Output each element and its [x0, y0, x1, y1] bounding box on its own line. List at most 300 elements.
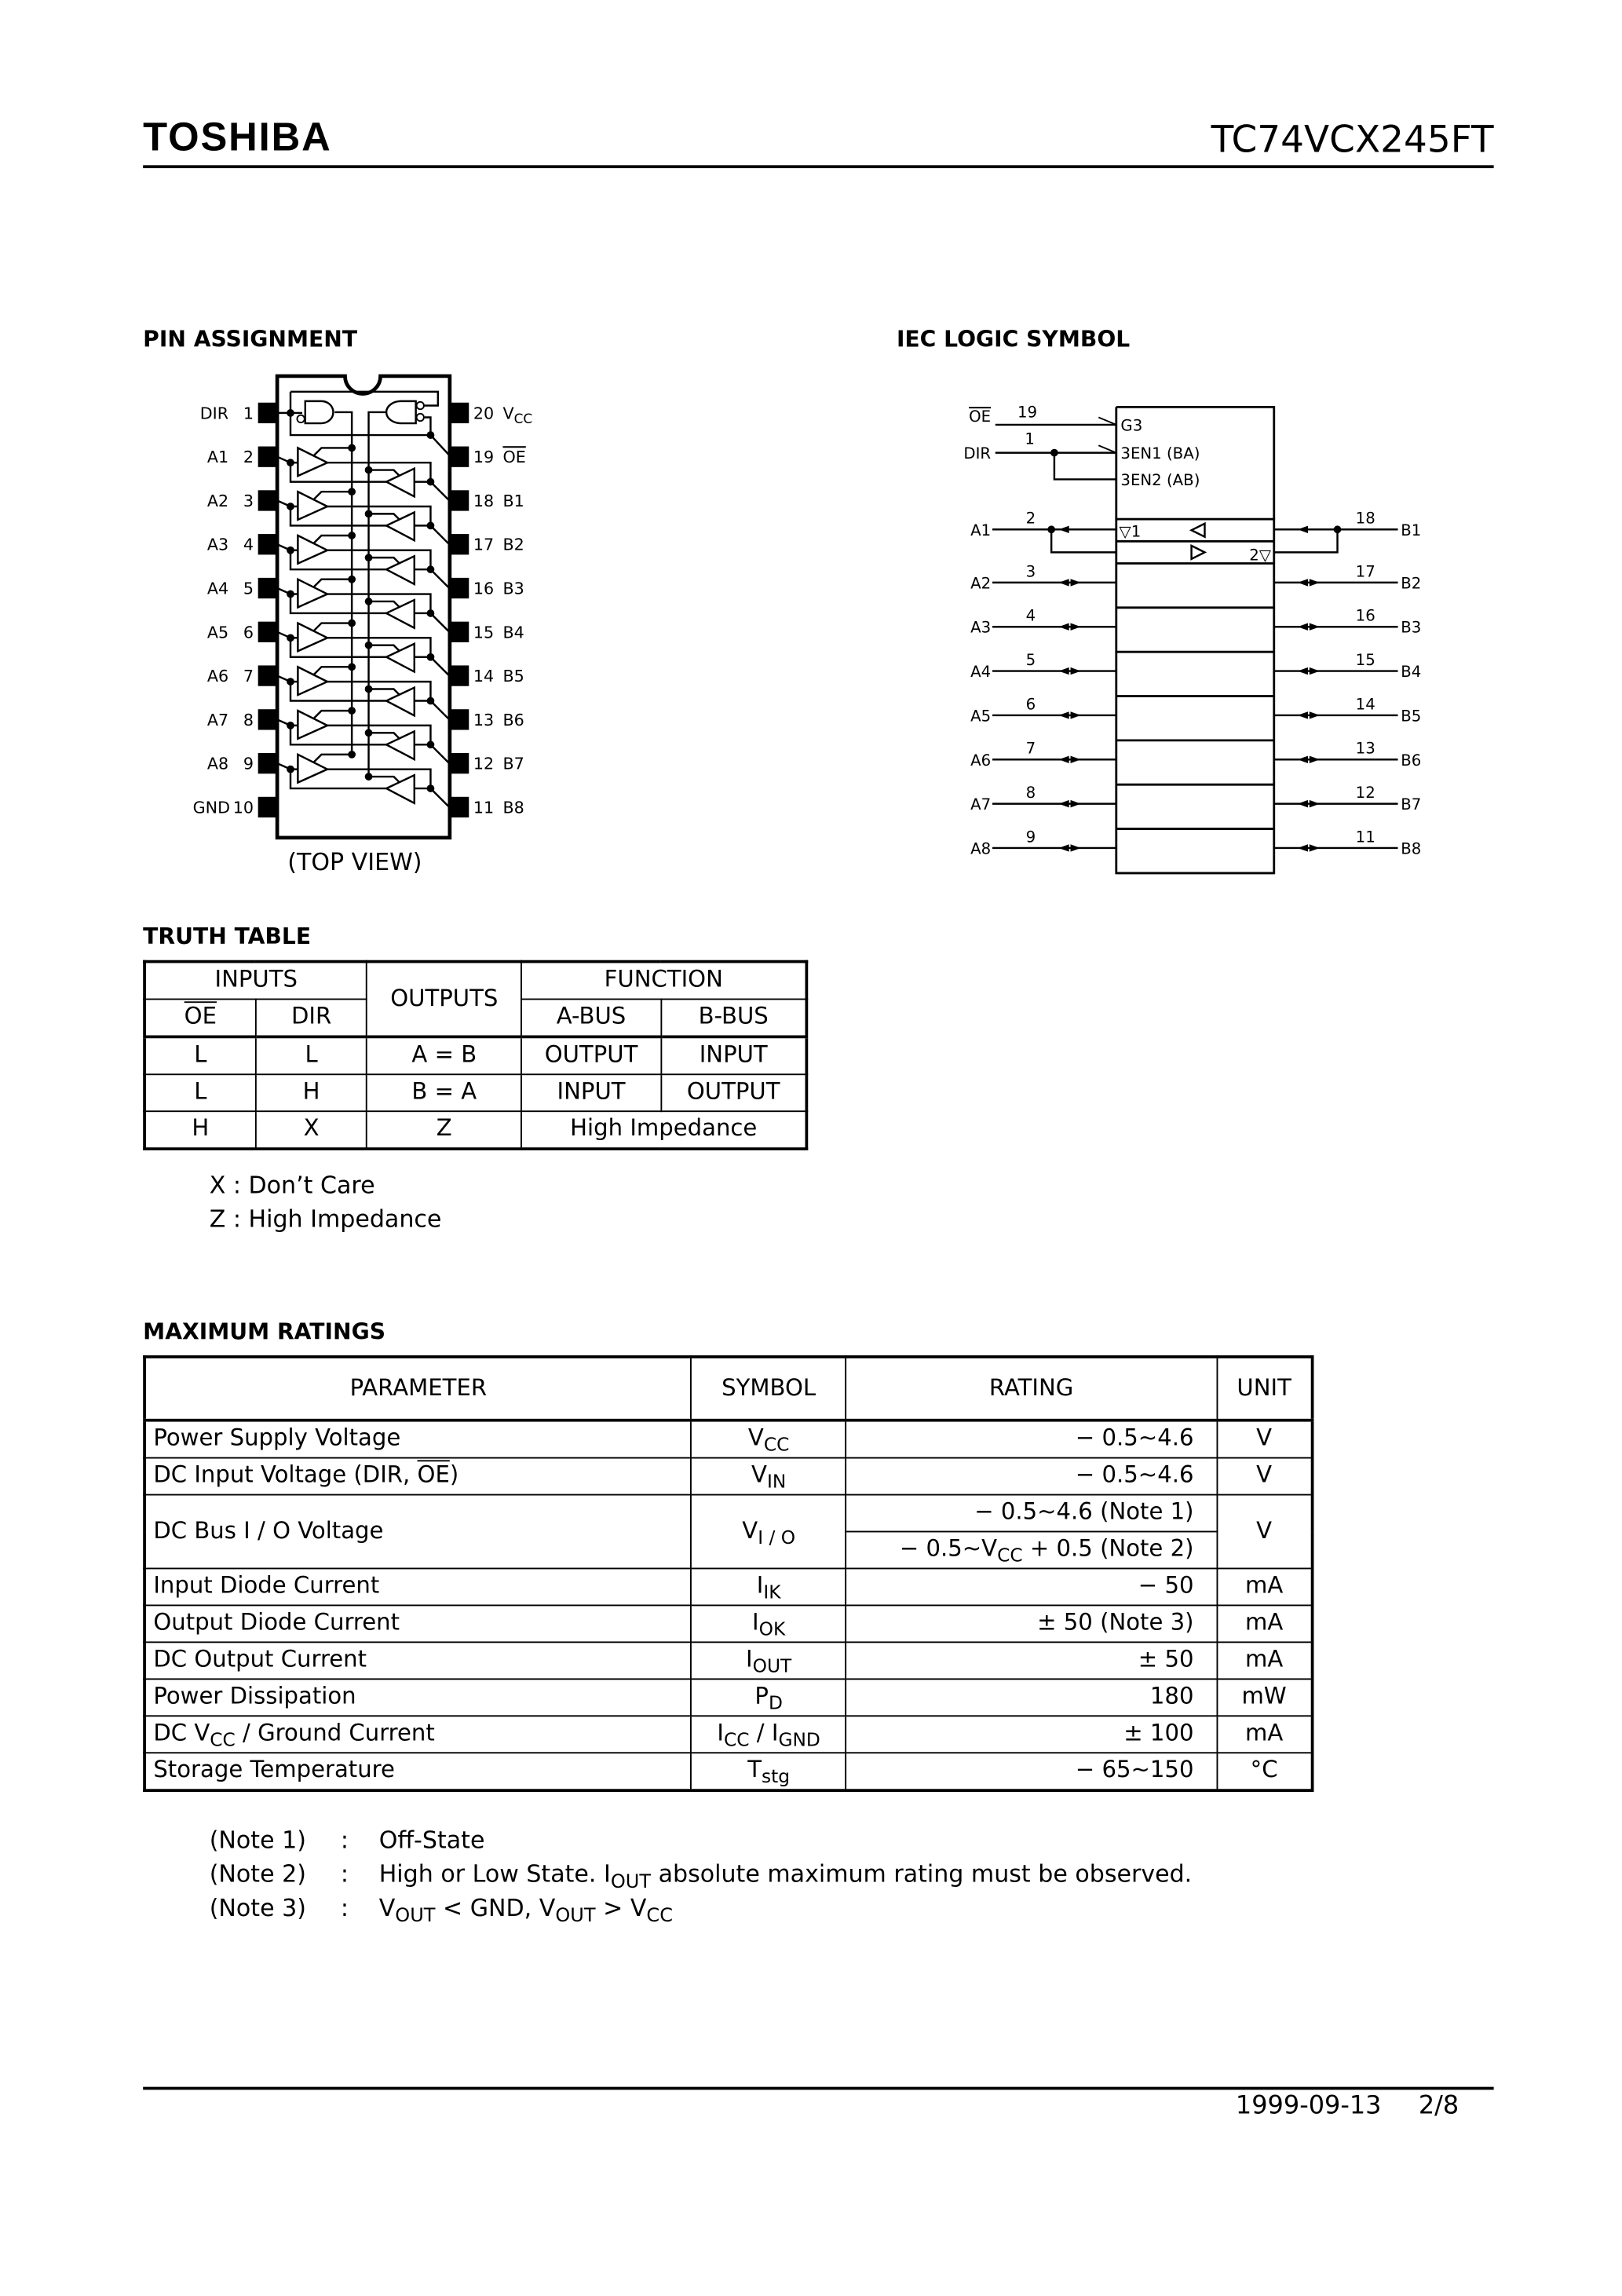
symbol-sub: GND	[778, 1728, 820, 1751]
truth-table-note-z: Z : High Impedance	[209, 1205, 442, 1234]
symbol-main: I	[756, 1572, 764, 1600]
pin-3	[258, 490, 277, 510]
en1-label: 3EN1 (BA)	[1120, 444, 1200, 463]
pin-number: 19	[1017, 403, 1038, 422]
cell: A = B	[367, 1036, 521, 1074]
pin-name: OE	[502, 448, 526, 467]
pin-number: 5	[1025, 651, 1036, 670]
buffer-b-to-a-icon	[386, 775, 415, 803]
gate-icon	[386, 401, 416, 423]
note-sep: :	[340, 1893, 349, 1922]
symbol-main: V	[751, 1461, 767, 1489]
arrow-right-icon	[1310, 667, 1320, 675]
table-row	[144, 1420, 1313, 1458]
buffer-b-to-a-icon	[386, 688, 415, 716]
pin-18	[450, 490, 469, 510]
b-pin-label: B1	[1401, 521, 1422, 539]
cell: L	[144, 1074, 256, 1111]
rating: − 50	[846, 1568, 1217, 1605]
pin-number: 15	[473, 623, 495, 642]
pin-number: 5	[243, 579, 254, 598]
parameter-text: DC V	[153, 1720, 210, 1747]
a-pin-label: A3	[970, 618, 992, 637]
pin-5	[258, 578, 277, 598]
arrow-left-icon	[1298, 800, 1308, 807]
wire	[1051, 529, 1116, 552]
arrow-right-icon	[1310, 623, 1320, 631]
header-b-bus: B-BUS	[661, 999, 806, 1036]
toshiba-logo: TOSHIBA	[143, 115, 332, 159]
pin-name: B3	[502, 579, 524, 598]
wire	[314, 536, 352, 543]
pin-11	[450, 797, 469, 817]
iec-logic-symbol-title: IEC LOGIC SYMBOL	[896, 326, 1131, 353]
maximum-ratings-table	[143, 1355, 1313, 1792]
table-row	[144, 1605, 1313, 1642]
note-sub: OUT	[555, 1905, 596, 1928]
rating-text: − 0.5~V	[899, 1535, 998, 1563]
header-parameter: PARAMETER	[144, 1357, 692, 1420]
note-text: Off-State	[378, 1826, 485, 1854]
arrow-left-icon	[1298, 756, 1308, 763]
output-arrow-left-icon	[1192, 524, 1205, 537]
b-pin-label: B3	[1401, 618, 1422, 637]
symbol	[692, 1420, 846, 1458]
unit: mA	[1217, 1568, 1313, 1605]
pin-number: 6	[1025, 695, 1036, 714]
buffer-a-to-b-icon	[298, 711, 327, 739]
pin-number: 4	[243, 535, 254, 554]
pin-15	[450, 622, 469, 642]
pin-name: B2	[502, 535, 524, 554]
parameter-overline: $\overline{OE}$	[417, 1461, 450, 1489]
symbol-main: V	[747, 1424, 764, 1452]
note-text-part: > V	[595, 1893, 647, 1922]
ratings-header-row	[144, 1357, 1313, 1420]
symbol-sub: CC	[724, 1728, 750, 1751]
pin-number: 16	[1355, 606, 1375, 625]
buffer-b-to-a-icon	[386, 600, 415, 628]
note-sep: :	[340, 1826, 349, 1854]
cell2-label: 2▽	[1249, 546, 1272, 565]
buffer-a-to-b-icon	[298, 579, 327, 608]
a-pin-label: A6	[970, 751, 992, 770]
pin-number: 4	[1025, 606, 1036, 625]
pin-20	[450, 403, 469, 423]
pin-number: 8	[1025, 784, 1036, 803]
header-inputs: INPUTS	[144, 962, 367, 1000]
note-text-part: V	[378, 1893, 396, 1922]
truth-table	[143, 960, 808, 1150]
inverter-bubble	[417, 402, 424, 409]
junction-dot	[427, 522, 435, 530]
cell: Z	[367, 1111, 521, 1149]
arrow-left-icon	[1298, 623, 1308, 631]
parameter: Power Dissipation	[144, 1679, 692, 1716]
wire	[314, 667, 352, 674]
pin-number: 3	[243, 491, 254, 510]
pin-number: 12	[1355, 784, 1375, 803]
header-dir: DIR	[256, 999, 367, 1036]
note-text	[378, 1893, 673, 1928]
arrow-left-icon	[1059, 800, 1069, 807]
pin-number: 7	[243, 667, 254, 686]
junction-dot	[365, 773, 373, 781]
arrow-left-icon	[1059, 844, 1069, 851]
junction-dot	[365, 554, 373, 561]
buffer-a-to-b-icon	[298, 492, 327, 520]
wire	[314, 448, 352, 455]
pin-number: 1	[243, 404, 254, 423]
wire	[369, 689, 400, 695]
unit: V	[1217, 1420, 1313, 1458]
rating-text: + 0.5 (Note 2)	[1022, 1535, 1194, 1563]
pin-1	[258, 403, 277, 423]
arrow-left-icon	[1059, 579, 1069, 586]
pin-number: 3	[1025, 562, 1036, 581]
unit: mA	[1217, 1605, 1313, 1642]
junction-dot	[365, 598, 373, 605]
symbol	[692, 1458, 846, 1495]
pin-number: 2	[243, 448, 254, 467]
table-row	[144, 1716, 1313, 1753]
header-symbol: SYMBOL	[692, 1357, 846, 1420]
a-pin-label: A2	[970, 574, 992, 593]
cell: X	[256, 1111, 367, 1149]
junction-dot	[427, 565, 435, 573]
g3-label: G3	[1120, 416, 1143, 435]
symbol-main: I	[717, 1720, 725, 1747]
b-pin-label: B4	[1401, 663, 1422, 682]
pin-name: A6	[206, 667, 229, 686]
wire	[425, 418, 431, 436]
inverter-bubble	[417, 414, 424, 421]
arrow-right-icon	[1310, 711, 1320, 718]
symbol-sub: I / O	[758, 1525, 796, 1548]
pin-number: 15	[1355, 651, 1375, 670]
a-pin-label: A7	[970, 795, 992, 814]
arrow-right-icon	[1310, 844, 1320, 851]
buffer-a-to-b-icon	[298, 667, 327, 695]
pin-number: 2	[1025, 509, 1036, 528]
wire	[314, 492, 352, 499]
pin-19	[450, 447, 469, 467]
unit: mW	[1217, 1679, 1313, 1716]
arrow-left-icon	[1298, 711, 1308, 718]
note-sub: OUT	[395, 1905, 436, 1928]
arrow-left-icon	[1059, 756, 1069, 763]
parameter-sub: CC	[210, 1728, 236, 1751]
b-pin-label: B6	[1401, 751, 1422, 770]
arrow-right-icon	[1071, 667, 1081, 675]
rating: − 0.5~4.6	[846, 1420, 1217, 1458]
symbol-main: T	[747, 1757, 762, 1784]
note-label: (Note 3)	[209, 1893, 306, 1922]
pin-name: B6	[502, 710, 524, 729]
arrow-left-icon	[1059, 711, 1069, 718]
cell: H	[256, 1074, 367, 1111]
cell: OUTPUT	[521, 1036, 661, 1074]
pin-number: 13	[473, 710, 495, 729]
footer-divider	[143, 2087, 1493, 2089]
symbol	[692, 1679, 846, 1716]
arrow-left-icon	[1059, 526, 1069, 533]
arrow-right-icon	[1071, 756, 1081, 763]
pin-name: B8	[502, 798, 524, 817]
pin-number: 8	[243, 710, 254, 729]
note-sub: CC	[646, 1905, 673, 1928]
unit: V	[1217, 1495, 1313, 1569]
header-unit: UNIT	[1217, 1357, 1313, 1420]
symbol-sub: IK	[763, 1581, 781, 1603]
junction-dot	[365, 729, 373, 737]
buffer-b-to-a-icon	[386, 469, 415, 497]
maximum-ratings-title: MAXIMUM RATINGS	[143, 1318, 386, 1345]
symbol	[692, 1642, 846, 1679]
part-number: TC74VCX245FT	[1211, 118, 1494, 161]
symbol	[692, 1716, 846, 1753]
cell: INPUT	[521, 1074, 661, 1111]
pin-name: B7	[502, 754, 524, 773]
arrow-left-icon	[1059, 623, 1069, 631]
rating: ± 50	[846, 1642, 1217, 1679]
junction-dot	[348, 488, 356, 495]
junction-dot	[365, 510, 373, 517]
pin-4	[258, 534, 277, 554]
wire	[369, 733, 400, 739]
oe-label: OE	[969, 408, 992, 426]
arrow-left-icon	[1298, 844, 1308, 851]
b-pin-label: B8	[1401, 839, 1422, 858]
parameter: Output Diode Current	[144, 1605, 692, 1642]
note-label: (Note 2)	[209, 1859, 306, 1888]
junction-dot	[427, 478, 435, 486]
arrow-right-icon	[1310, 579, 1320, 586]
cell: High Impedance	[521, 1111, 806, 1149]
parameter-text: / Ground Current	[235, 1720, 435, 1747]
junction-dot	[348, 663, 356, 671]
pin-name: B1	[502, 491, 524, 510]
symbol-main: / I	[749, 1720, 779, 1747]
symbol	[692, 1495, 846, 1569]
unit: mA	[1217, 1642, 1313, 1679]
rating: − 0.5~4.6	[846, 1458, 1217, 1495]
junction-dot	[427, 653, 435, 661]
pin-assignment-title: PIN ASSIGNMENT	[143, 326, 358, 353]
a-pin-label: A5	[970, 707, 992, 726]
buffer-a-to-b-icon	[298, 536, 327, 564]
and-gate-icon	[305, 401, 334, 423]
pin-number: 19	[473, 448, 495, 467]
pin-name: A8	[206, 754, 229, 773]
pin-number: 20	[473, 404, 495, 423]
junction-dot	[427, 697, 435, 705]
arrow-right-icon	[1310, 800, 1320, 807]
table-row	[144, 1642, 1313, 1679]
pin-number: 18	[473, 491, 495, 510]
pin-number: 17	[1355, 562, 1375, 581]
symbol	[692, 1605, 846, 1642]
arrow-right-icon	[1310, 756, 1320, 763]
buffer-a-to-b-icon	[298, 755, 327, 783]
symbol	[692, 1753, 846, 1790]
cell: L	[144, 1036, 256, 1074]
junction-dot	[348, 576, 356, 583]
note-text-part: High or Low State. I	[378, 1859, 611, 1888]
dynamic-indicator-icon	[1098, 418, 1116, 425]
junction-dot	[365, 466, 373, 474]
table-row	[144, 1458, 1313, 1495]
symbol-main: I	[752, 1609, 759, 1636]
buffer-b-to-a-icon	[386, 512, 415, 540]
symbol	[692, 1568, 846, 1605]
rating: ± 100	[846, 1716, 1217, 1753]
arrow-left-icon	[1298, 526, 1308, 533]
rating: ± 50 (Note 3)	[846, 1605, 1217, 1642]
pin-number: 1	[1025, 430, 1035, 448]
pin-number: 18	[1355, 509, 1375, 528]
junction-dot	[365, 686, 373, 693]
buffer-b-to-a-icon	[386, 731, 415, 759]
pin-name: A7	[206, 710, 229, 729]
table-row	[144, 1753, 1313, 1790]
pin-12	[450, 753, 469, 773]
pin-name: A5	[206, 623, 229, 642]
pin-name: A2	[206, 491, 229, 510]
unit: °C	[1217, 1753, 1313, 1790]
pin-name: DIR	[199, 404, 229, 423]
symbol-sub: CC	[763, 1433, 790, 1456]
pin-name: GND	[192, 798, 230, 817]
pin-name: A1	[206, 448, 229, 467]
note-label: (Note 1)	[209, 1826, 306, 1854]
junction-dot	[348, 707, 356, 715]
a-pin-label: A4	[970, 663, 992, 682]
parameter	[144, 1716, 692, 1753]
truth-table-title: TRUTH TABLE	[143, 923, 312, 950]
table-row	[144, 1036, 806, 1074]
buffer-b-to-a-icon	[386, 644, 415, 672]
pin-number: 17	[473, 535, 495, 554]
rating-sub: CC	[997, 1544, 1023, 1567]
pin-6	[258, 622, 277, 642]
header-outputs: OUTPUTS	[367, 962, 521, 1037]
cell: B = A	[367, 1074, 521, 1111]
buffer-a-to-b-icon	[298, 623, 327, 652]
symbol-sub: OK	[758, 1618, 786, 1640]
junction-dot	[427, 740, 435, 748]
pin-number: 6	[243, 623, 254, 642]
wire	[314, 579, 352, 587]
wire	[314, 755, 352, 762]
symbol-sub: stg	[762, 1765, 791, 1788]
note-sep: :	[340, 1859, 349, 1888]
rating: 180	[846, 1679, 1217, 1716]
parameter: Power Supply Voltage	[144, 1420, 692, 1458]
buffer-b-to-a-icon	[386, 556, 415, 584]
note-sub: OUT	[610, 1871, 652, 1894]
header-oe: $\overline{OE}$	[144, 999, 256, 1036]
b-pin-label: B5	[1401, 707, 1422, 726]
cell: H	[144, 1111, 256, 1149]
arrow-right-icon	[1071, 800, 1081, 807]
parameter: DC Output Current	[144, 1642, 692, 1679]
rating	[846, 1532, 1217, 1569]
buffer-a-to-b-icon	[298, 448, 327, 476]
pin-10	[258, 797, 277, 817]
parameter: DC Bus I / O Voltage	[144, 1495, 692, 1569]
pin-number: 11	[1355, 828, 1375, 846]
dir-label: DIR	[963, 444, 992, 463]
wire	[369, 558, 400, 564]
pin-number: 16	[473, 579, 495, 598]
pin-9	[258, 753, 277, 773]
note-text-part: < GND, V	[435, 1893, 556, 1922]
dynamic-indicator-icon	[1098, 445, 1116, 452]
junction-dot	[348, 444, 356, 452]
unit: mA	[1217, 1716, 1313, 1753]
b-pin-label: B2	[1401, 574, 1422, 593]
note-text	[378, 1859, 1193, 1894]
arrow-right-icon	[1071, 579, 1081, 586]
parameter	[144, 1458, 692, 1495]
footer-page: 2/8	[1418, 2091, 1459, 2121]
junction-dot	[348, 751, 356, 759]
pin-number: 14	[1355, 695, 1375, 714]
cell: L	[256, 1036, 367, 1074]
header-function: FUNCTION	[521, 962, 806, 1000]
pin-name: A4	[206, 579, 229, 598]
pin-number: 7	[1025, 739, 1036, 758]
junction-dot	[348, 532, 356, 539]
symbol-sub: OUT	[752, 1654, 792, 1677]
en2-label: 3EN2 (AB)	[1120, 470, 1200, 489]
table-row	[144, 1679, 1313, 1716]
output-arrow-right-icon	[1192, 546, 1205, 559]
symbol-sub: IN	[766, 1470, 787, 1493]
arrow-left-icon	[1298, 667, 1308, 675]
arrow-right-icon	[1071, 844, 1081, 851]
header-a-bus: A-BUS	[521, 999, 661, 1036]
top-view-caption: (TOP VIEW)	[287, 847, 422, 876]
wire	[314, 711, 352, 718]
pin-13	[450, 709, 469, 729]
pin-name: $V_{CC}$	[502, 404, 533, 427]
junction-dot	[427, 609, 435, 617]
note-text-part: absolute maximum rating must be observed.	[651, 1859, 1193, 1888]
pin-2	[258, 447, 277, 467]
pin-16	[450, 578, 469, 598]
a-pin-label: A1	[970, 521, 992, 539]
parameter: Input Diode Current	[144, 1568, 692, 1605]
symbol-main: I	[746, 1646, 753, 1673]
wire	[1274, 529, 1338, 552]
wire	[314, 623, 352, 631]
wire	[369, 777, 400, 783]
truth-table-note-x: X : Don’t Care	[209, 1171, 375, 1199]
table-row	[144, 1111, 806, 1149]
pin-14	[450, 665, 469, 686]
truth-table-header-row	[144, 962, 806, 1000]
pin-8	[258, 709, 277, 729]
pin-number: 9	[1025, 828, 1036, 846]
junction-dot	[348, 620, 356, 627]
symbol-sub: D	[768, 1691, 783, 1714]
pin-name: B4	[502, 623, 524, 642]
a-pin-label: A8	[970, 839, 992, 858]
symbol-main: P	[754, 1683, 769, 1710]
parameter: Storage Temperature	[144, 1753, 692, 1790]
